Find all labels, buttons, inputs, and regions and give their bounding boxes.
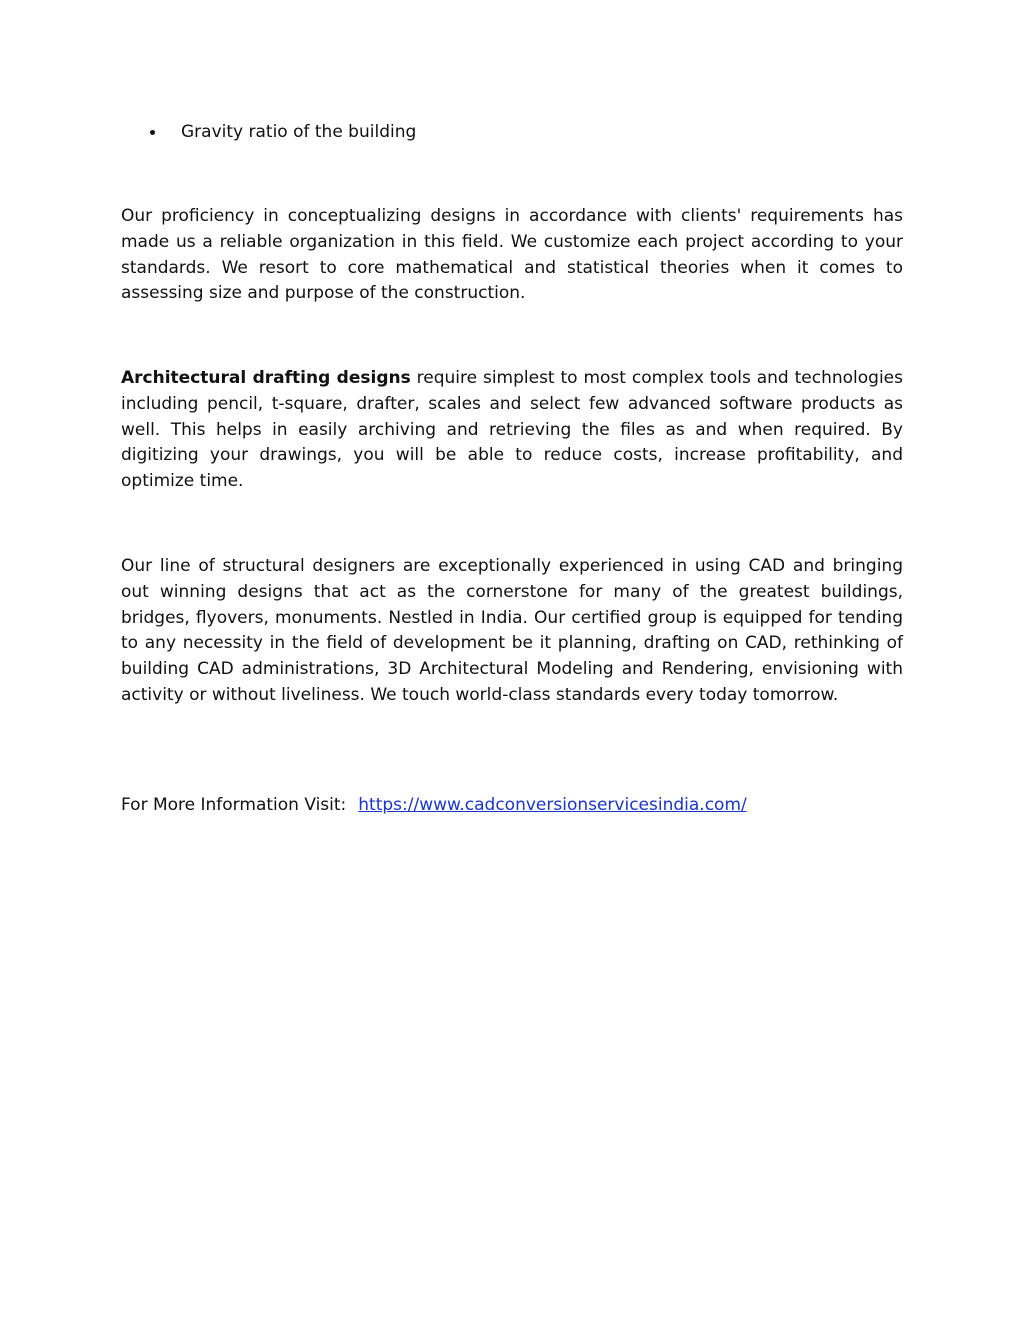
bold-heading-text: Architectural drafting designs: [121, 368, 411, 388]
paragraph-body-text: require simplest to most complex tools and technologies including pencil, t-square, drafter, scales and select few advanced software products as well. This helps in easily archiving and retrieving the files as and when required. By digitizing your drawings, you will be able to reduce costs, increase profitability, and optimize time.: [121, 368, 903, 492]
paragraph-proficiency: Our proficiency in conceptualizing designs in accordance with clients' requirements has made us a reliable organization in this field. We customize each project according to your standards. We resort to core mathematical and statistical theories when it comes to assessing size and purpose of the construction.: [121, 206, 903, 304]
bullet-text: Gravity ratio of the building: [181, 122, 417, 142]
more-info-label: For More Information Visit:: [121, 795, 347, 815]
more-info-line: [121, 793, 903, 819]
bullet-icon: [150, 130, 155, 135]
list-item: [121, 119, 903, 145]
paragraph-architectural-drafting: [121, 366, 903, 495]
bullet-list: [121, 119, 903, 145]
paragraph-structural-designers: Our line of structural designers are exceptionally experienced in using CAD and bringing out winning designs that act as the cornerstone for many of the greatest buildings, bridges, flyovers, monuments. Nestled in India. Our certified group is equipped for tending to any necessity in the field of development be it planning, drafting on CAD, rethinking of building CAD administrations, 3D Architectural Modeling and Rendering, envisioning with activity or without liveliness. We touch world-class standards every today tomorrow.: [121, 556, 903, 705]
website-link[interactable]: https://www.cadconversionservicesindia.com/: [358, 795, 747, 815]
